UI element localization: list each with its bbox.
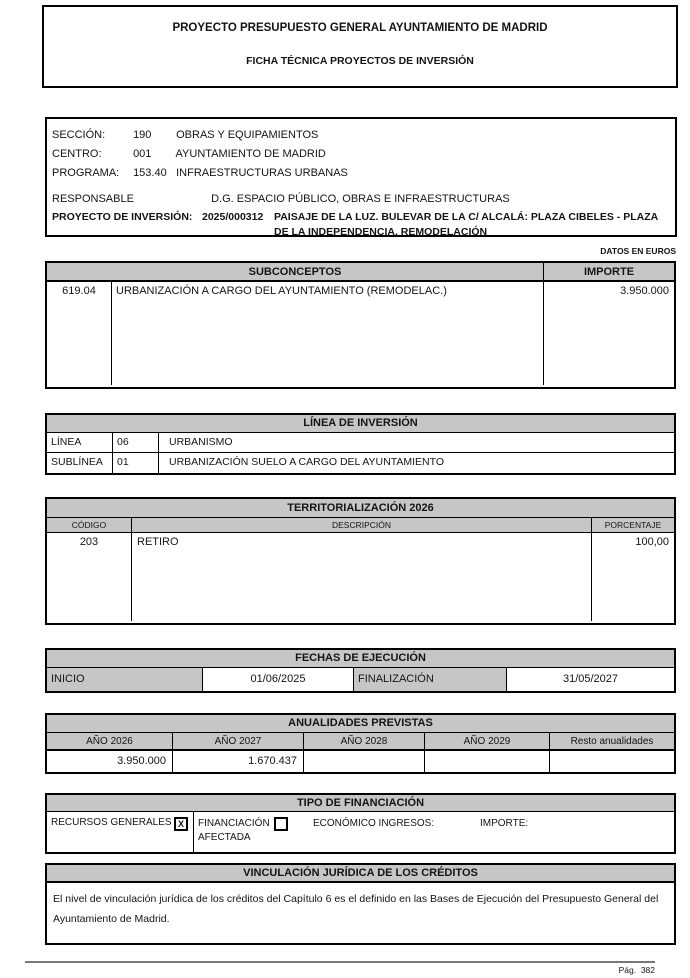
linea-desc: URBANISMO <box>169 436 233 448</box>
vinculacion-juridica-box <box>45 863 676 945</box>
fechas-ejecucion-table <box>45 648 676 693</box>
seccion-desc: OBRAS Y EQUIPAMIENTOS <box>176 129 319 141</box>
proyecto-label: PROYECTO DE INVERSIÓN: <box>52 211 193 223</box>
anualidades-header: ANUALIDADES PREVISTAS <box>47 715 674 733</box>
subconceptos-row <box>47 282 674 385</box>
vinculacion-text: El nivel de vinculación jurídica de los créditos del Capítulo 6 es el definido en las Bases de Ejecución del Presupuesto General del Ayuntamiento de Madrid. <box>53 893 659 925</box>
centro-label: CENTRO: <box>52 148 102 160</box>
anualidad-col-2027: AÑO 2027 <box>173 733 304 749</box>
subconcepto-desc: URBANIZACIÓN A CARGO DEL AYUNTAMIENTO (REMODELAC.) <box>112 282 544 385</box>
territorio-porcentaje: 100,00 <box>635 536 669 548</box>
financiacion-afectada-checkbox-empty-icon <box>274 817 288 831</box>
territorializacion-table <box>45 497 676 625</box>
footer-rule <box>25 961 655 963</box>
subconceptos-table <box>45 261 676 389</box>
inicio-value: 01/06/2025 <box>203 668 354 691</box>
fechas-row <box>47 668 674 691</box>
anualidad-valor-2026: 3.950.000 <box>47 751 173 772</box>
territorio-descripcion: RETIRO <box>132 533 592 621</box>
document-title: PROYECTO PRESUPUESTO GENERAL AYUNTAMIENTO DE MADRID <box>172 22 548 34</box>
vinculacion-header: VINCULACIÓN JURÍDICA DE LOS CRÉDITOS <box>47 865 674 883</box>
responsable-value: D.G. ESPACIO PÚBLICO, OBRAS E INFRAESTRUCTURAS <box>211 193 510 205</box>
centro-row <box>52 145 671 164</box>
programa-desc: INFRAESTRUCTURAS URBANAS <box>176 167 348 179</box>
anualidad-col-2028: AÑO 2028 <box>304 733 425 749</box>
linea-code: 06 <box>113 433 159 452</box>
territorializacion-row <box>47 533 674 621</box>
anualidad-valor-2028 <box>304 751 425 772</box>
sublinea-desc: URBANIZACIÓN SUELO A CARGO DEL AYUNTAMIENTO <box>169 456 444 468</box>
financiacion-header: TIPO DE FINANCIACIÓN <box>47 795 674 812</box>
anualidad-col-2029: AÑO 2029 <box>425 733 550 749</box>
proyecto-code: 2025/000312 <box>202 211 264 223</box>
document-subtitle: FICHA TÉCNICA PROYECTOS DE INVERSIÓN <box>246 55 474 67</box>
economico-ingresos-label: ECONÓMICO INGRESOS: <box>313 818 435 829</box>
programa-code: 153.40 <box>133 167 167 179</box>
descripcion-column-header: DESCRIPCIÓN <box>132 518 592 532</box>
centro-code: 001 <box>133 148 152 160</box>
inicio-label: INICIO <box>47 668 203 691</box>
anualidad-valor-resto <box>550 751 674 772</box>
subconcepto-importe: 3.950.000 <box>620 285 669 297</box>
seccion-row <box>52 126 671 145</box>
recursos-generales-label: RECURSOS GENERALES <box>51 817 172 828</box>
porcentaje-column-header: PORCENTAJE <box>592 518 674 532</box>
anualidad-col-2026: AÑO 2026 <box>47 733 173 749</box>
seccion-code: 190 <box>133 129 152 141</box>
financiacion-afectada-cell <box>194 812 674 852</box>
linea-inversion-table <box>45 413 676 475</box>
territorio-codigo: 203 <box>47 533 132 621</box>
importe-header: IMPORTE <box>544 263 674 280</box>
recursos-generales-cell <box>47 812 194 852</box>
programa-label: PROGRAMA: <box>52 167 120 179</box>
anualidad-valor-2029 <box>425 751 550 772</box>
subconcepto-code: 619.04 <box>47 282 112 385</box>
finalizacion-value: 31/05/2027 <box>562 673 619 685</box>
sublinea-label: SUBLÍNEA <box>47 453 113 473</box>
fechas-header: FECHAS DE EJECUCIÓN <box>47 650 674 668</box>
responsable-label: RESPONSABLE <box>52 193 134 205</box>
proyecto-title: PAISAJE DE LA LUZ. BULEVAR DE LA C/ ALCALÁ: PLAZA CIBELES - PLAZA DE LA INDEPENDENCIA. REMODELACIÓN <box>274 211 658 238</box>
linea-inversion-header: LÍNEA DE INVERSIÓN <box>47 415 674 433</box>
finalizacion-label: FINALIZACIÓN <box>354 668 507 691</box>
codigo-column-header: CÓDIGO <box>47 518 132 532</box>
territorializacion-column-headers <box>47 518 674 533</box>
programa-row <box>52 164 671 183</box>
proyecto-inversion-row <box>52 210 671 240</box>
importe-label: IMPORTE: <box>480 818 529 829</box>
anualidades-table <box>45 713 676 774</box>
seccion-label: SECCIÓN: <box>52 129 106 141</box>
sublinea-code: 01 <box>113 453 159 473</box>
financiacion-afectada-line1: FINANCIACIÓN <box>198 818 270 829</box>
responsable-row <box>52 190 671 208</box>
subconceptos-header: SUBCONCEPTOS <box>47 263 544 280</box>
tipo-financiacion-table <box>45 793 676 854</box>
subconceptos-header-row <box>47 263 674 282</box>
anualidades-values-row <box>47 751 674 772</box>
anualidad-valor-2027: 1.670.437 <box>173 751 304 772</box>
page-number: Pág. 382 <box>618 965 655 975</box>
anualidad-col-resto: Resto anualidades <box>550 733 674 749</box>
datos-en-euros-label: DATOS EN EUROS <box>600 246 676 256</box>
sublinea-row <box>47 453 674 473</box>
anualidades-column-headers <box>47 733 674 751</box>
territorializacion-header: TERRITORIALIZACIÓN 2026 <box>47 499 674 518</box>
linea-label: LÍNEA <box>47 433 113 452</box>
financiacion-afectada-line2: AFECTADA <box>198 832 251 843</box>
financiacion-row <box>47 812 674 852</box>
financiacion-afectada-label <box>198 817 278 845</box>
centro-desc: AYUNTAMIENTO DE MADRID <box>175 148 326 160</box>
project-info-box <box>45 117 677 237</box>
document-header-box <box>42 5 678 88</box>
linea-row <box>47 433 674 453</box>
recursos-generales-checkbox-checked-icon: X <box>174 817 188 831</box>
